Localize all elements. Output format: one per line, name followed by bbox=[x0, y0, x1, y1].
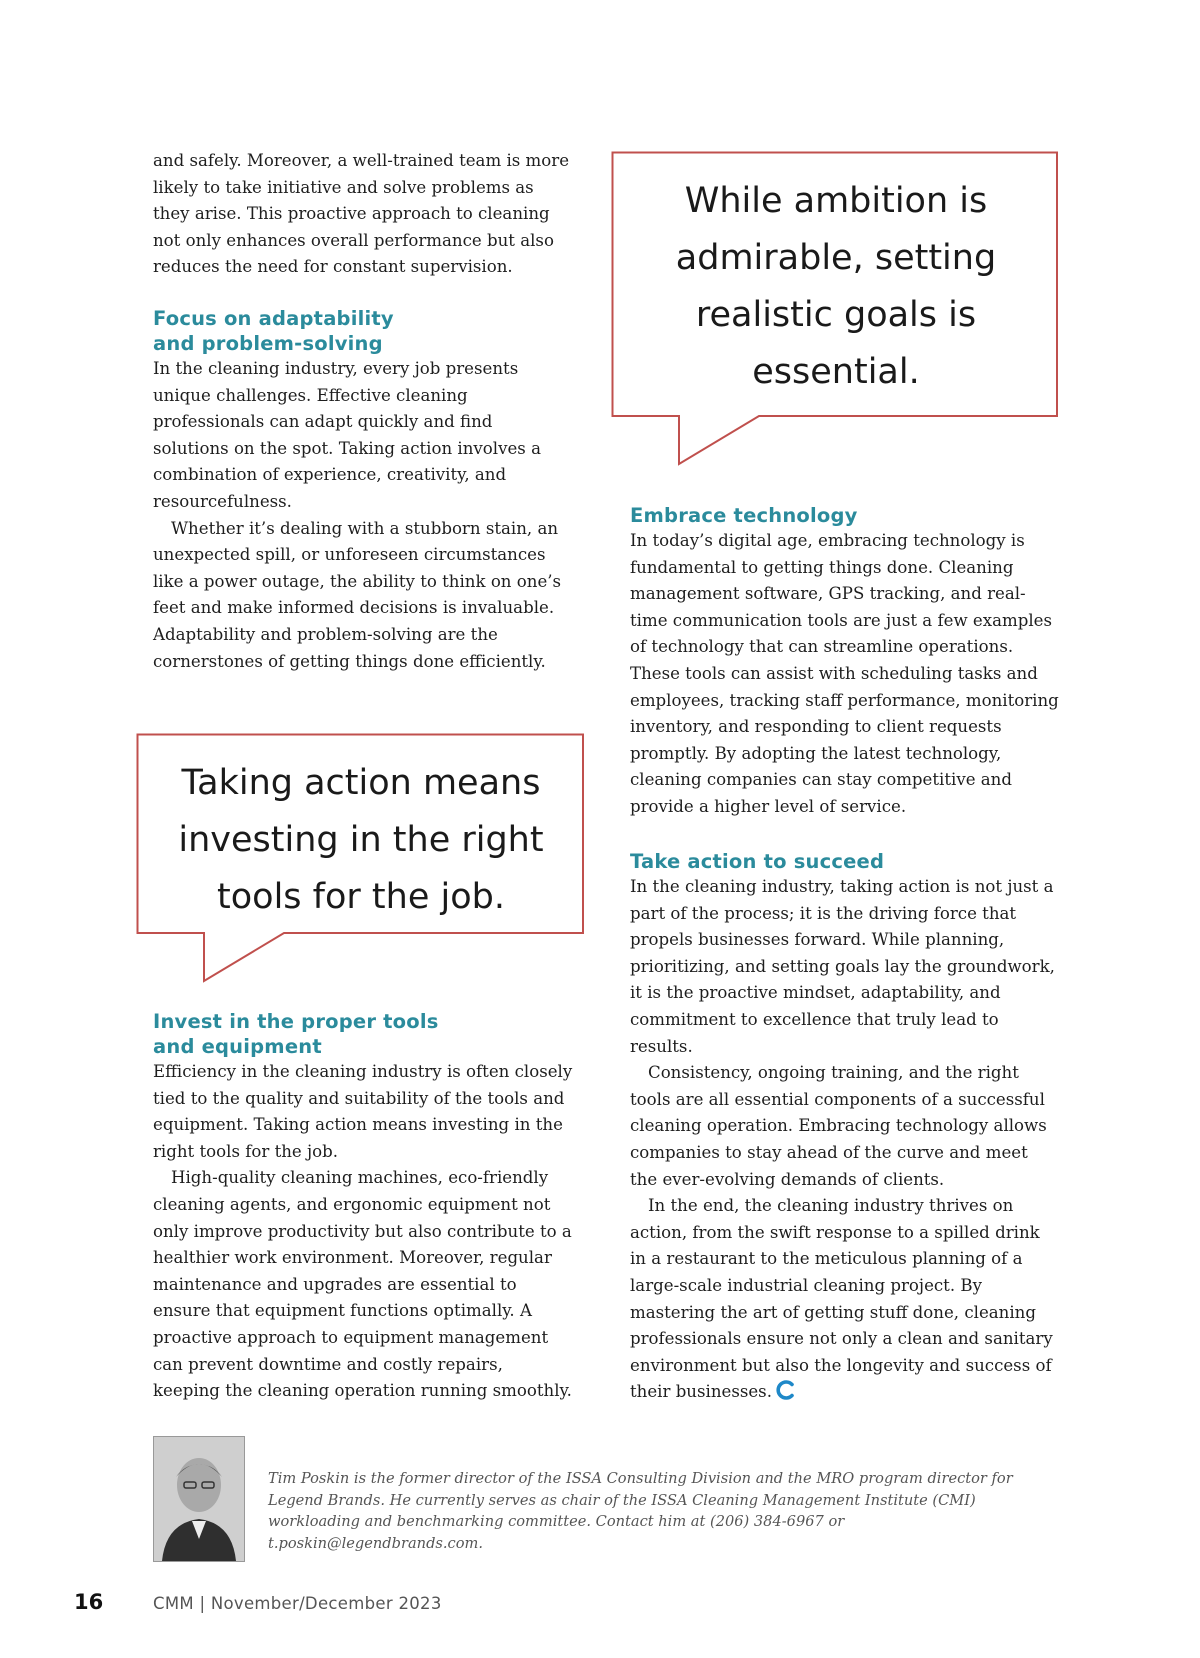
pull-quote-line: admirable, setting bbox=[675, 238, 997, 278]
heading-line: Invest in the proper tools bbox=[153, 1010, 439, 1033]
pull-quote-left bbox=[136, 733, 586, 983]
pull-quote-line: While ambition is bbox=[684, 181, 988, 221]
section-succeed bbox=[630, 849, 1060, 1406]
heading-line: and problem-solving bbox=[153, 332, 383, 355]
section-heading: Take action to succeed bbox=[630, 850, 885, 873]
paragraph: Whether it’s dealing with a stubborn stain, an unexpected spill, or unforeseen circumstances like a power outage, the ability to think on one’s feet and make informed decisions is invaluable. Adaptability and problem-solving are the cornerstones of getting things done efficiently. bbox=[153, 518, 562, 671]
section-tools bbox=[153, 1009, 573, 1405]
section-technology bbox=[630, 503, 1060, 821]
heading-line: Focus on adaptability bbox=[153, 307, 394, 330]
cmm-end-mark-icon bbox=[776, 1380, 796, 1400]
pull-quote-line: realistic goals is bbox=[695, 295, 977, 335]
intro-paragraph: and safely. Moreover, a well-trained team is more likely to take initiative and solve problems as they arise. This proactive approach to cleaning not only enhances overall performance but also reduces the need for constant supervision. bbox=[153, 151, 570, 277]
pull-quote-line: tools for the job. bbox=[217, 877, 505, 917]
paragraph: In the cleaning industry, taking action is not just a part of the process; it is the driving force that propels businesses forward. While planning, prioritizing, and setting goals lay the groundwork, it is the proactive mindset, adaptability, and commitment to excellence that truly lead to results. bbox=[630, 877, 1055, 1056]
section-heading: Embrace technology bbox=[630, 504, 858, 527]
pull-quote-right bbox=[611, 151, 1061, 466]
pull-quote-line: investing in the right bbox=[178, 820, 544, 860]
page-number: 16 bbox=[74, 1590, 104, 1614]
left-column bbox=[153, 148, 573, 281]
paragraph: High-quality cleaning machines, eco-friendly cleaning agents, and ergonomic equipment not only improve productivity but also contribute to a healthier work environment. Moreover, regular maintenance and upgrades are essential to ensure that equipment functions optimally. A proactive approach to equipment management can prevent downtime and costly repairs, keeping the cleaning operation running smoothly. bbox=[153, 1168, 572, 1401]
final-paragraph-text: In the end, the cleaning industry thrives on action, from the swift response to a spilled drink in a restaurant to the meticulous planning of a large-scale industrial cleaning project. By mastering the art of getting stuff done, cleaning professionals ensure not only a clean and sanitary environment but also the longevity and success of their businesses. bbox=[630, 1196, 1053, 1402]
paragraph: In the cleaning industry, every job presents unique challenges. Effective cleaning professionals can adapt quickly and find solutions on the spot. Taking action involves a combination of experience, creativity, and resourcefulness. bbox=[153, 359, 541, 511]
pull-quote-line: essential. bbox=[752, 352, 920, 392]
section-adaptability bbox=[153, 306, 573, 675]
section-heading bbox=[153, 1009, 573, 1059]
heading-line: and equipment bbox=[153, 1035, 322, 1058]
section-heading bbox=[153, 306, 573, 356]
paragraph: Consistency, ongoing training, and the right tools are all essential components of a successful cleaning operation. Embracing technology allows companies to stay ahead of the curve and meet the ever-evolving demands of clients. bbox=[630, 1063, 1047, 1189]
paragraph: Efficiency in the cleaning industry is often closely tied to the quality and suitability of the tools and equipment. Taking action means investing in the right tools for the job. bbox=[153, 1062, 573, 1161]
author-bio: Tim Poskin is the former director of the ISSA Consulting Division and the MRO program director for Legend Brands. He currently serves as chair of the ISSA Cleaning Management Institute (CMI) workloading and benchmarking committee. Contact him at (206) 384-6967 or t.poskin@legendbrands.com. bbox=[268, 1470, 1013, 1552]
author-photo bbox=[153, 1436, 245, 1562]
paragraph: In today’s digital age, embracing technology is fundamental to getting things done. Cleaning management software, GPS tracking, and real-time communication tools are just a few examples of technology that can streamline operations. These tools can assist with scheduling tasks and employees, tracking staff performance, monitoring inventory, and responding to client requests promptly. By adopting the latest technology, cleaning companies can stay competitive and provide a higher level of service. bbox=[630, 531, 1059, 816]
paragraph bbox=[630, 1193, 1060, 1406]
publication-issue: CMM | November/December 2023 bbox=[153, 1594, 442, 1613]
pull-quote-line: Taking action means bbox=[181, 763, 541, 803]
